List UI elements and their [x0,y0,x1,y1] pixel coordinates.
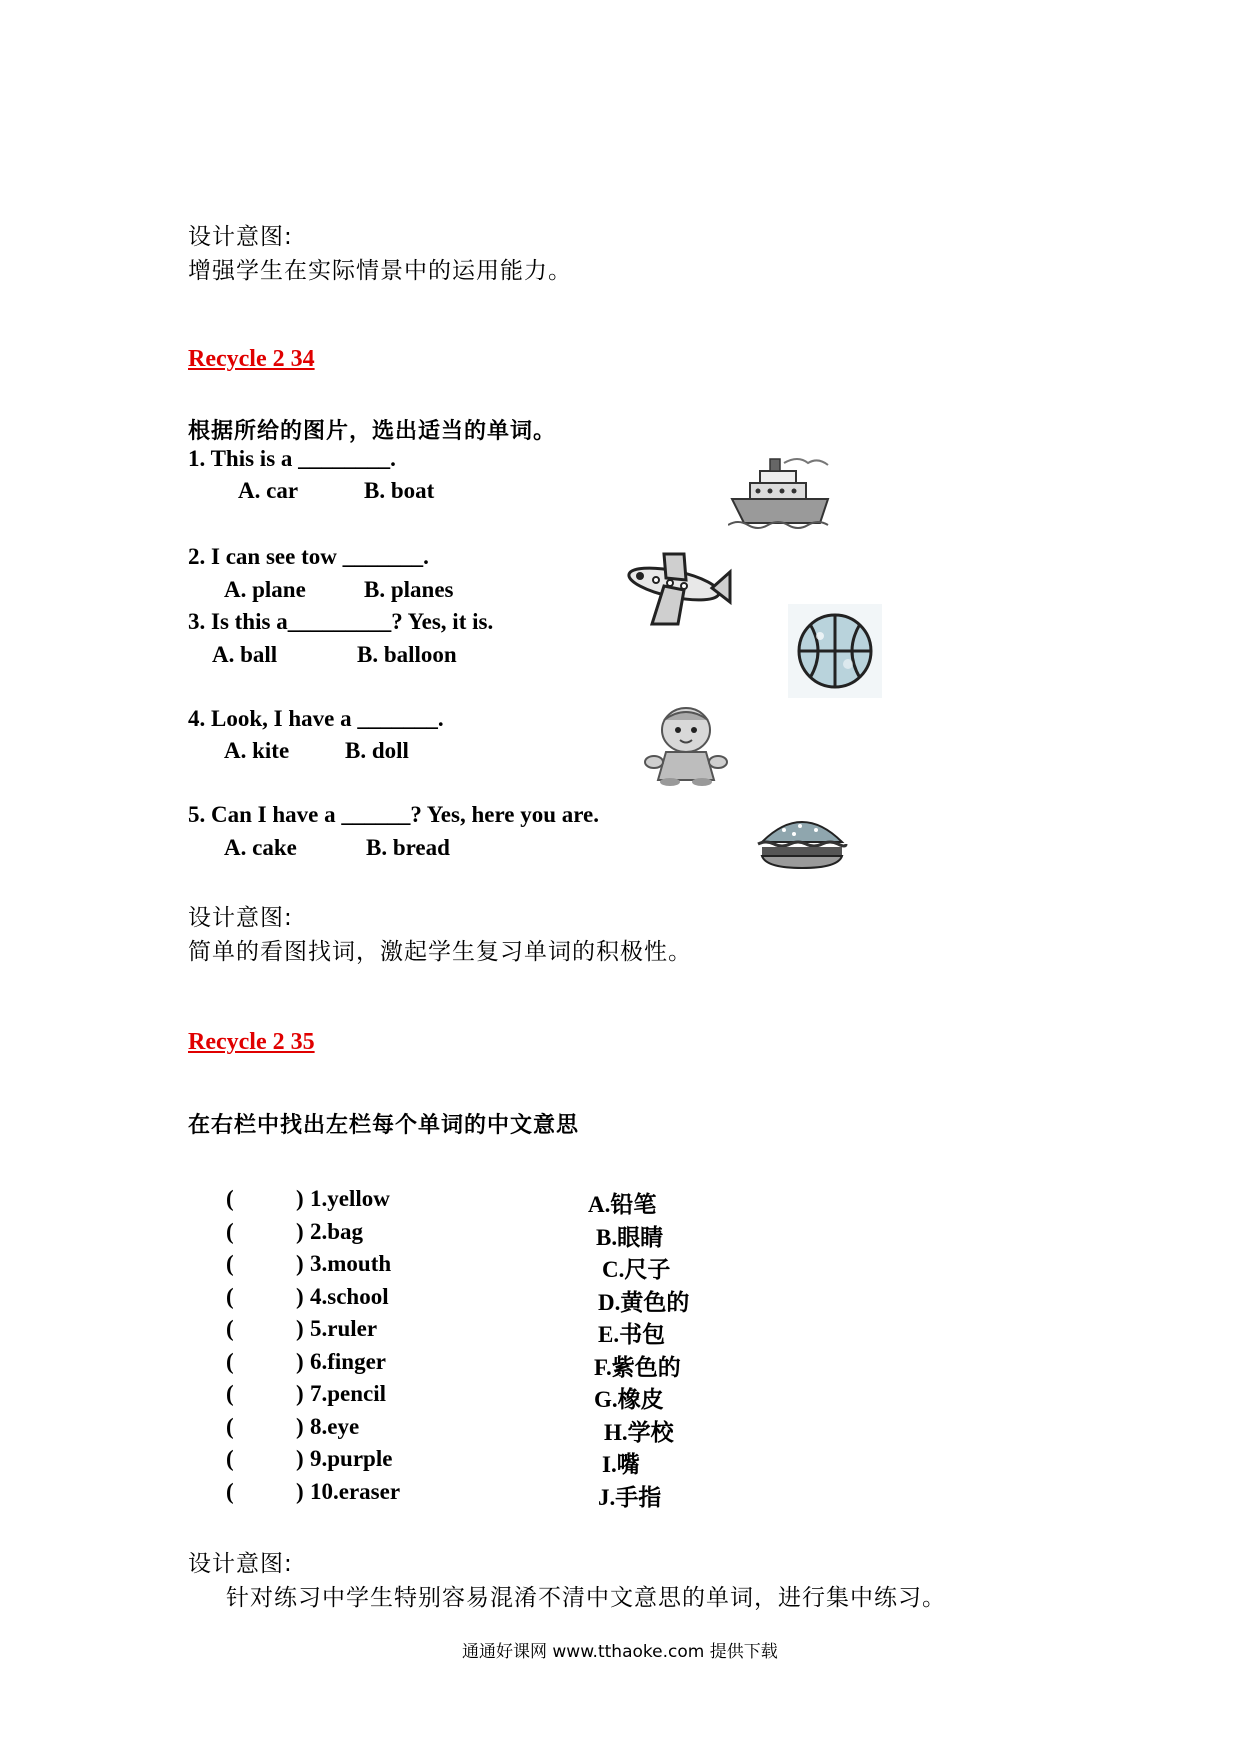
matching-word-2: 2.bag [310,1218,364,1244]
answer-paren-close: ) [296,1413,304,1439]
answer-paren-open: ( [226,1283,234,1309]
matching-meaning-9: I.嘴 [602,1452,640,1477]
answer-paren-close: ) [296,1348,304,1374]
section-35-intent-text: 针对练习中学生特别容易混淆不清中文意思的单词，进行集中练习。 [226,1585,946,1611]
matching-meaning-7: G.橡皮 [594,1387,664,1412]
answer-paren-close: ) [296,1381,304,1406]
answer-paren-open: ( [226,1218,234,1244]
question-3: 3. Is this a_________? Yes, it is. [188,609,494,634]
answer-paren-close: ) [296,1283,304,1309]
matching-meaning-8: H.学校 [604,1419,674,1445]
question-3-option-b: B. balloon [357,642,457,667]
answer-paren-close: ) [296,1446,304,1471]
matching-word-8: 8.eye [310,1413,360,1439]
section-35-heading: Recycle 2 35 [188,1029,315,1055]
answer-paren-open: ( [226,1446,234,1471]
matching-word-9: 9.purple [310,1446,393,1471]
question-3-option-a: A. ball [212,642,278,667]
question-5: 5. Can I have a ______? Yes, here you are. [188,802,600,827]
matching-word-10: 10.eraser [310,1478,401,1504]
section-35-instruction: 在右栏中找出左栏每个单词的中文意思 [188,1113,580,1138]
section-34-heading: Recycle 2 34 [188,346,315,372]
matching-word-6: 6.finger [310,1348,387,1374]
answer-paren-open: ( [226,1316,234,1341]
answer-paren-close: ) [296,1186,304,1211]
matching-word-3: 3.mouth [310,1251,392,1276]
plane-icon [618,550,734,628]
matching-meaning-10: J.手指 [598,1484,662,1510]
design-intent-label: 设计意图: [188,224,293,250]
question-1: 1. This is a ________. [188,446,396,471]
question-5-option-a: A. cake [224,835,297,860]
ball-icon [788,604,882,698]
answer-paren-open: ( [226,1413,234,1439]
design-intent-text: 增强学生在实际情景中的运用能力。 [188,258,572,284]
question-2: 2. I can see tow _______. [188,544,429,569]
question-4-option-b: B. doll [345,738,409,763]
section-35-intent-label: 设计意图: [188,1551,293,1577]
section-34-instruction: 根据所给的图片，选出适当的单词。 [188,419,557,444]
answer-paren-close: ) [296,1316,304,1341]
question-2-option-a: A. plane [224,577,306,602]
question-2-option-b: B. planes [364,577,454,602]
answer-paren-close: ) [296,1478,304,1504]
section-34-intent-text: 简单的看图找词，激起学生复习单词的积极性。 [188,939,692,965]
answer-paren-open: ( [226,1478,234,1504]
answer-paren-open: ( [226,1381,234,1406]
question-5-option-b: B. bread [366,835,450,860]
matching-word-7: 7.pencil [310,1381,387,1406]
matching-meaning-6: F.紫色的 [594,1354,681,1380]
page-footer: 通通好课网 www.tthaoke.com 提供下载 [462,1642,778,1662]
answer-paren-open: ( [226,1251,234,1276]
matching-meaning-4: D.黄色的 [598,1289,690,1315]
matching-meaning-1: A.铅笔 [588,1192,657,1217]
burger-icon [754,814,850,870]
matching-meaning-5: E.书包 [598,1322,666,1347]
question-1-option-a: A. car [238,478,299,503]
answer-paren-close: ) [296,1218,304,1244]
answer-paren-open: ( [226,1186,234,1211]
section-34-intent-label: 设计意图: [188,905,293,931]
matching-word-4: 4.school [310,1283,389,1309]
question-1-option-b: B. boat [364,478,435,503]
matching-word-1: 1.yellow [310,1186,390,1211]
doll-icon [640,704,732,786]
matching-meaning-2: B.眼睛 [596,1224,664,1250]
boat-icon [728,455,836,531]
question-4-option-a: A. kite [224,738,290,763]
answer-paren-open: ( [226,1348,234,1374]
matching-word-5: 5.ruler [310,1316,378,1341]
answer-paren-close: ) [296,1251,304,1276]
question-4: 4. Look, I have a _______. [188,706,444,731]
matching-meaning-3: C.尺子 [602,1257,671,1282]
